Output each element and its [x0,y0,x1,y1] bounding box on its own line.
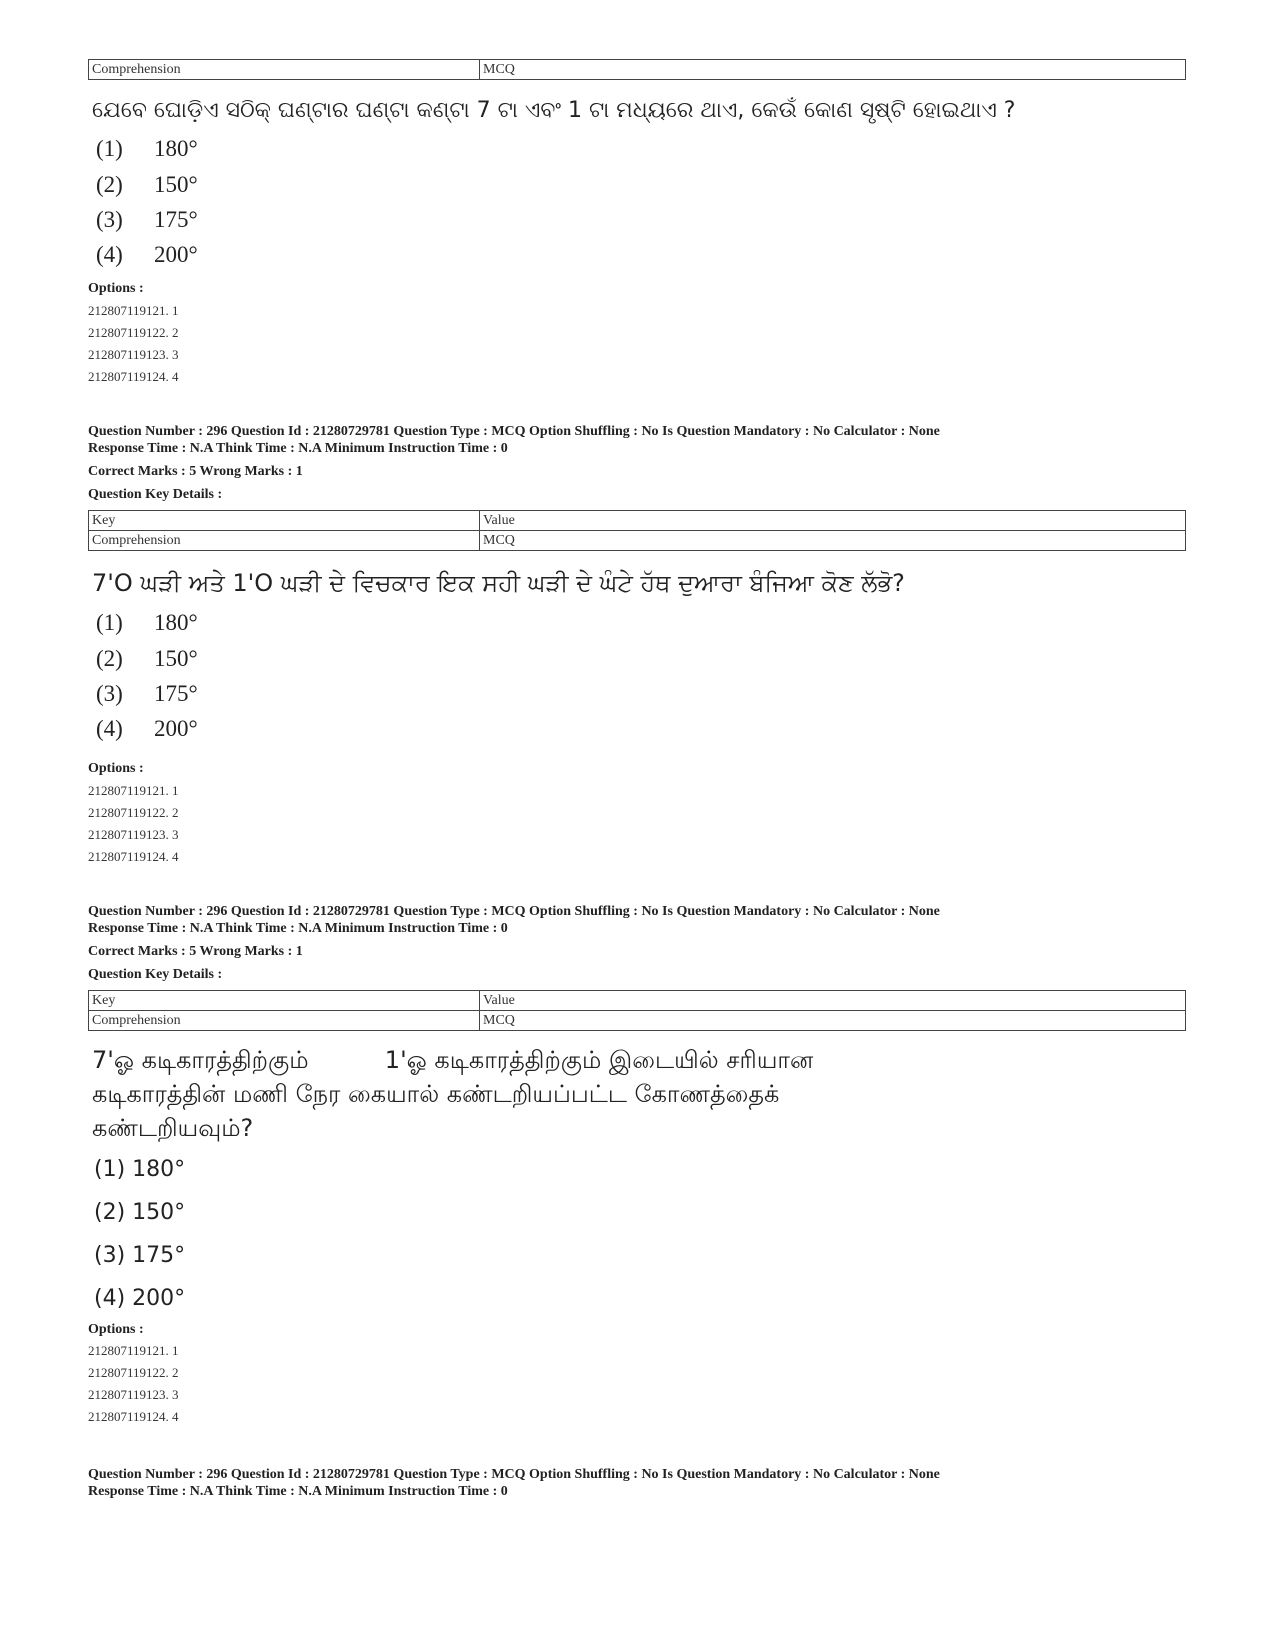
question-text-odia: ଯେବେ ଘୋଡ଼ିଏ ସଠିକ୍ ଘଣ୍ଟାର ଘଣ୍ଟା କଣ୍ଟା 7 ଟା ଏବଂ 1 ଟା ମଧ୍ୟରେ ଥାଏ, କେଉଁ କୋଣ ସୃଷ୍ଟି ହୋଇଥାଏ ? [92,98,1016,123]
question-text-punjabi: 7'O ਘੜੀ ਅਤੇ 1'O ਘੜੀ ਦੇ ਵਿਚਕਾਰ ਇਕ ਸਹੀ ਘੜੀ ਦੇ ਘੰਟੇ ਹੱਥ ਦੁਆਰਾ ਬੰਜਿਆ ਕੋਣ ਲੱਭੋ? [92,569,905,597]
option-number: (2) [96,172,123,197]
value-header: Value [480,991,1186,1011]
option-item: (2) 150° [94,1200,186,1225]
value-header: Value [480,511,1186,531]
table-row [89,60,1186,80]
option-number: (4) [96,716,123,741]
option-value: 150° [154,646,198,671]
option-item [96,646,198,672]
question-text-tamil-line1: 7'ஓ கடிகாரத்திற்கும் 1'ஓ கடிகாரத்திற்கும் இடையில் சரியான [92,1046,814,1074]
question-key-table [88,59,1186,80]
option-id: 212807119122. 2 [88,1365,179,1380]
option-item [96,242,198,268]
key-header: Key [89,991,480,1011]
key-details-label: Question Key Details : [88,967,223,982]
question-meta-line: Response Time : N.A Think Time : N.A Minimum Instruction Time : 0 [88,1484,508,1499]
table-header-row [89,511,1186,531]
option-item: (4) 200° [94,1286,186,1311]
option-number: (1) [96,610,123,635]
option-value: 200° [154,242,198,267]
key-cell: Comprehension [89,1011,480,1031]
option-value: 175° [154,207,198,232]
option-value: 200° [154,716,198,741]
option-item [96,681,198,707]
question-key-table [88,990,1186,1031]
question-meta-line: Question Number : 296 Question Id : 21280729781 Question Type : MCQ Option Shuffling : No Is Question Mandatory : No Calculator : None [88,1467,940,1482]
option-id: 212807119123. 3 [88,347,179,362]
option-id: 212807119124. 4 [88,1409,179,1424]
question-meta-line: Response Time : N.A Think Time : N.A Minimum Instruction Time : 0 [88,921,508,936]
question-meta-line: Question Number : 296 Question Id : 21280729781 Question Type : MCQ Option Shuffling : No Is Question Mandatory : No Calculator : None [88,424,940,439]
question-text-tamil-line3: கண்டறியவும்? [92,1114,254,1142]
marks-line: Correct Marks : 5 Wrong Marks : 1 [88,944,303,959]
option-number: (3) [96,681,123,706]
option-id: 212807119123. 3 [88,827,179,842]
option-item: (1) 180° [94,1157,186,1182]
option-number: (1) [96,136,123,161]
key-cell: Comprehension [89,60,480,80]
key-cell: Comprehension [89,531,480,551]
option-id: 212807119121. 1 [88,1343,179,1358]
key-header: Key [89,511,480,531]
question-meta-line: Question Number : 296 Question Id : 21280729781 Question Type : MCQ Option Shuffling : No Is Question Mandatory : No Calculator : None [88,904,940,919]
option-item [96,172,198,198]
option-id: 212807119122. 2 [88,805,179,820]
option-number: (4) [96,242,123,267]
marks-line: Correct Marks : 5 Wrong Marks : 1 [88,464,303,479]
option-item [96,207,198,233]
option-id: 212807119124. 4 [88,369,179,384]
option-value: 180° [154,610,198,635]
option-id: 212807119121. 1 [88,303,179,318]
value-cell: MCQ [480,1011,1186,1031]
question-text-tamil-line2: கடிகாரத்தின் மணி நேர கையால் கண்டறியப்பட்ட கோணத்தைக் [92,1080,780,1108]
option-item [96,610,198,636]
options-label: Options : [88,1322,144,1337]
table-row [89,531,1186,551]
question-meta-line: Response Time : N.A Think Time : N.A Minimum Instruction Time : 0 [88,441,508,456]
value-cell: MCQ [480,60,1186,80]
option-value: 175° [154,681,198,706]
key-details-label: Question Key Details : [88,487,223,502]
option-value: 150° [154,172,198,197]
option-item: (3) 175° [94,1243,186,1268]
option-id: 212807119121. 1 [88,783,179,798]
question-key-table [88,510,1186,551]
option-number: (3) [96,207,123,232]
option-value: 180° [154,136,198,161]
option-id: 212807119124. 4 [88,849,179,864]
table-row [89,1011,1186,1031]
option-item [96,136,198,162]
value-cell: MCQ [480,531,1186,551]
table-header-row [89,991,1186,1011]
options-label: Options : [88,761,144,776]
option-id: 212807119123. 3 [88,1387,179,1402]
options-label: Options : [88,281,144,296]
option-item [96,716,198,742]
option-number: (2) [96,646,123,671]
option-id: 212807119122. 2 [88,325,179,340]
